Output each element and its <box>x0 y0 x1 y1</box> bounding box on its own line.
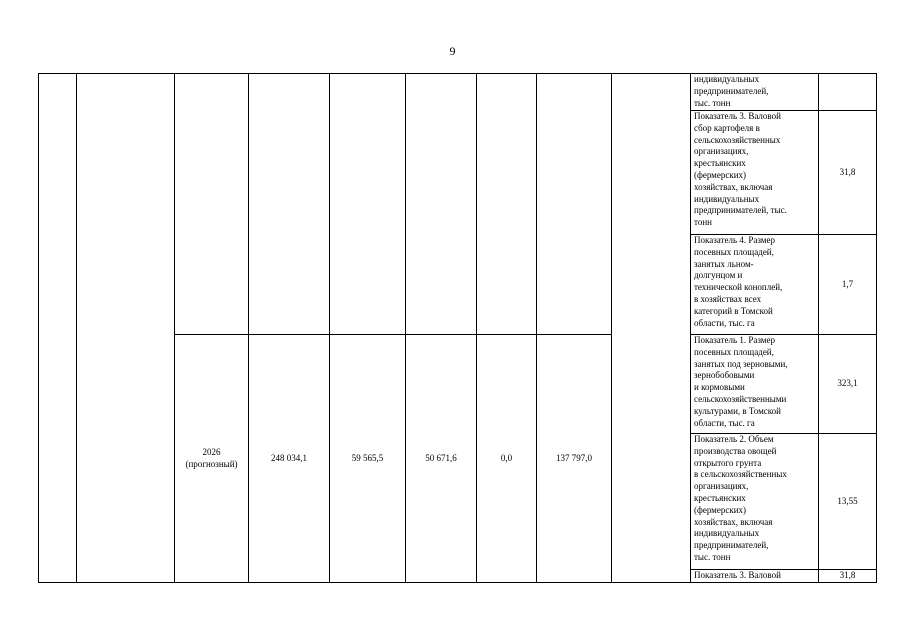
table-cell-empty <box>39 74 77 583</box>
table-cell-empty <box>537 74 612 335</box>
total-cell: 248 034,1 <box>249 335 330 583</box>
indicator-value: 1,7 <box>819 235 877 335</box>
table-cell-empty <box>406 74 477 335</box>
indicator-value: 31,8 <box>819 111 877 235</box>
indicator-text: индивидуальных предпринимателей, тыс. тонн <box>691 74 819 111</box>
regional-budget-cell: 50 671,6 <box>406 335 477 583</box>
table-row <box>39 74 877 111</box>
local-budget-cell: 0,0 <box>477 335 537 583</box>
extrabudgetary-cell: 137 797,0 <box>537 335 612 583</box>
indicator-text: Показатель 3. Валовой <box>691 570 819 583</box>
indicator-text: Показатель 2. Объем производства овощей открытого грунта в сельскохозяйственных организациях, крестьянских (фермерских) хозяйствах, включая индивидуальных предпринимателей, тыс. тонн <box>691 434 819 570</box>
table-cell-empty <box>77 74 175 583</box>
indicator-value <box>819 74 877 111</box>
indicator-text: Показатель 3. Валовой сбор картофеля в сельскохозяйственных организациях, крестьянских (фермерских) хозяйствах, включая индивидуальных предпринимателей, тыс. тонн <box>691 111 819 235</box>
indicator-value: 323,1 <box>819 335 877 434</box>
table-cell-empty <box>612 74 691 583</box>
indicator-text: Показатель 1. Размер посевных площадей, занятых под зерновыми, зернобобовыми и кормовыми сельскохозяйственными культурами, в Томской области, тыс. га <box>691 335 819 434</box>
indicator-value: 13,55 <box>819 434 877 570</box>
page-number: 9 <box>449 44 456 58</box>
table-cell-empty <box>249 74 330 335</box>
table-cell-empty <box>477 74 537 335</box>
year-cell <box>175 335 249 583</box>
year-label: 2026 (прогнозный) <box>185 446 238 469</box>
federal-budget-cell: 59 565,5 <box>330 335 406 583</box>
indicator-value: 31,8 <box>819 570 877 583</box>
indicator-text: Показатель 4. Размер посевных площадей, занятых льном- долгунцом и технической коноплей, в хозяйствах всех категорий в Томской области, тыс. га <box>691 235 819 335</box>
table-cell-empty <box>175 74 249 335</box>
table-cell-empty <box>330 74 406 335</box>
funding-indicators-table <box>38 73 877 583</box>
